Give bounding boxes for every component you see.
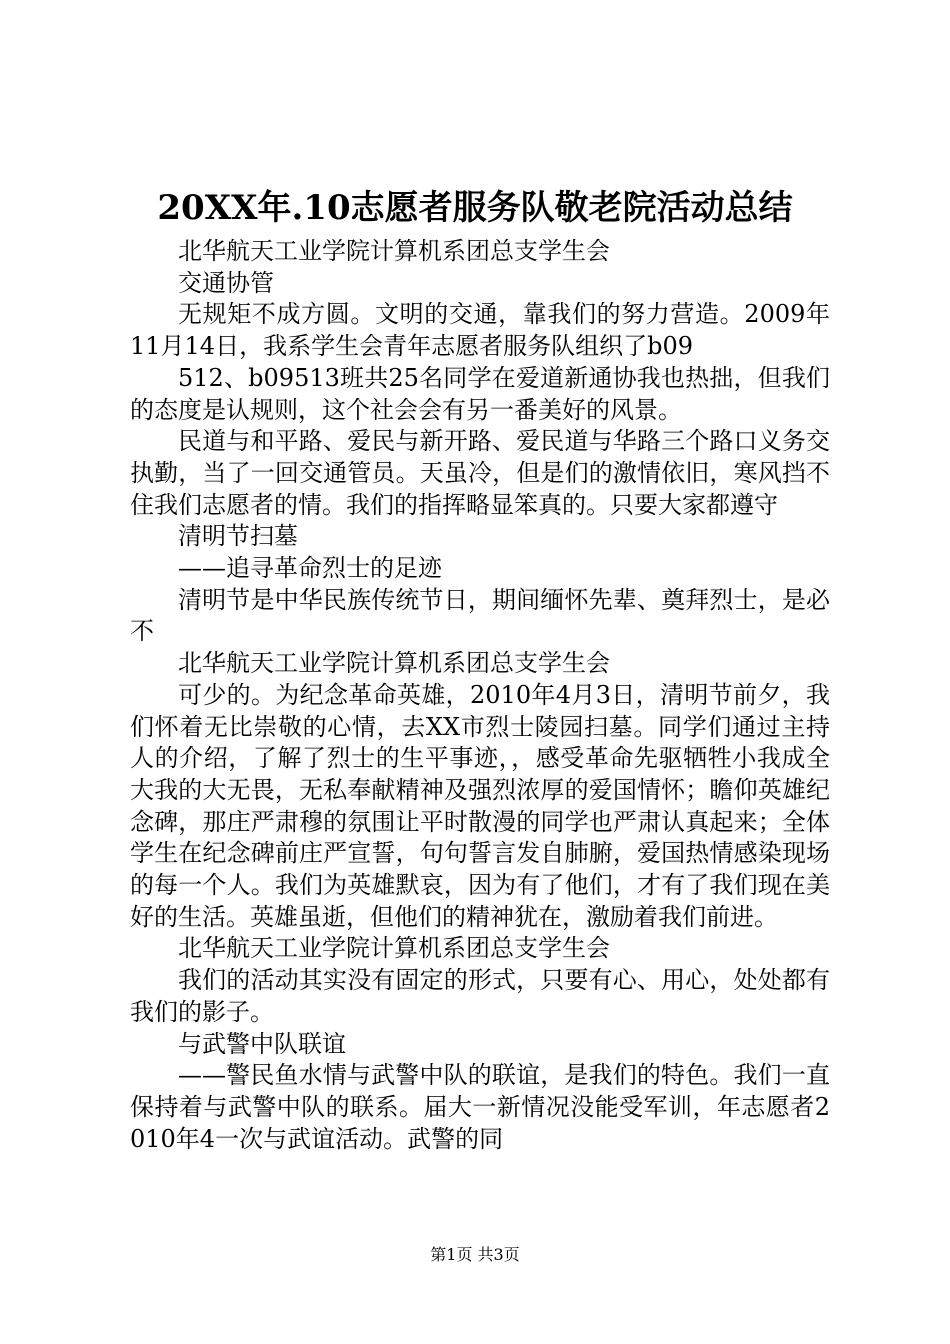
paragraph: 北华航天工业学院计算机系团总支学生会 (178, 934, 610, 963)
page-number-footer: 第1页 共3页 (430, 1245, 520, 1264)
paragraph: 北华航天工业学院计算机系团总支学生会 (178, 649, 610, 678)
paragraph: 我们的活动其实没有固定的形式，只要有心、用心，处处都有我们的影子。 (130, 966, 830, 1026)
paragraph: 民道与和平路、爱民与新开路、爱民道与华路三个路口义务交执勤，当了一回交通管员。天虽冷，但是们的激情依旧，寒风挡不住我们志愿者的情。我们的指挥略显笨真的。只要大家都遵守 (130, 427, 830, 519)
paragraph: 可少的。为纪念革命英雄，2010年4月3日，清明节前夕，我们怀着无比崇敬的心情，去XX市烈士陵园扫墓。同学们通过主持人的介绍，了解了烈士的生平事迹，，感受革命先驱牺牲小我成全大我的大无畏，无私奉献精神及强烈浓厚的爱国情怀；瞻仰英雄纪念碑，那庄严肃穆的氛围让平时散漫的同学也严肃认真起来；全体学生在纪念碑前庄严宣誓，句句誓言发自肺腑，爱国热情感染现场的每一个人。我们为英雄默哀，因为有了他们，才有了我们现在美好的生活。英雄虽逝，但他们的精神犹在，激励着我们前进。 (130, 680, 830, 931)
paragraph: 北华航天工业学院计算机系团总支学生会 (178, 237, 610, 265)
paragraph: ——警民鱼水情与武警中队的联谊，是我们的特色。我们一直保持着与武警中队的联系。届大一新情况没能受军训，年志愿者2010年4一次与武谊活动。武警的同 (130, 1061, 830, 1153)
paragraph: 无规矩不成方圆。文明的交通，靠我们的努力营造。2009年11月14日，我系学生会青年志愿者服务队组织了b09 (130, 300, 830, 361)
document-title: 20XX年.10志愿者服务队敬老院活动总结 (157, 188, 793, 228)
section-heading: 清明节扫墓 (178, 522, 298, 551)
paragraph: 清明节是中华民族传统节日，期间缅怀先辈、奠拜烈士，是必不 (130, 585, 830, 646)
paragraph: 交通协管 (178, 268, 274, 297)
section-subheading: ——追寻革命烈士的足迹 (178, 554, 442, 583)
paragraph: 512、b09513班共25名同学在爱道新通协我也热拙，但我们的态度是认规则，这个社会会有另一番美好的风景。 (130, 363, 830, 424)
section-heading: 与武警中队联谊 (178, 1029, 346, 1058)
document-body (130, 236, 830, 1155)
